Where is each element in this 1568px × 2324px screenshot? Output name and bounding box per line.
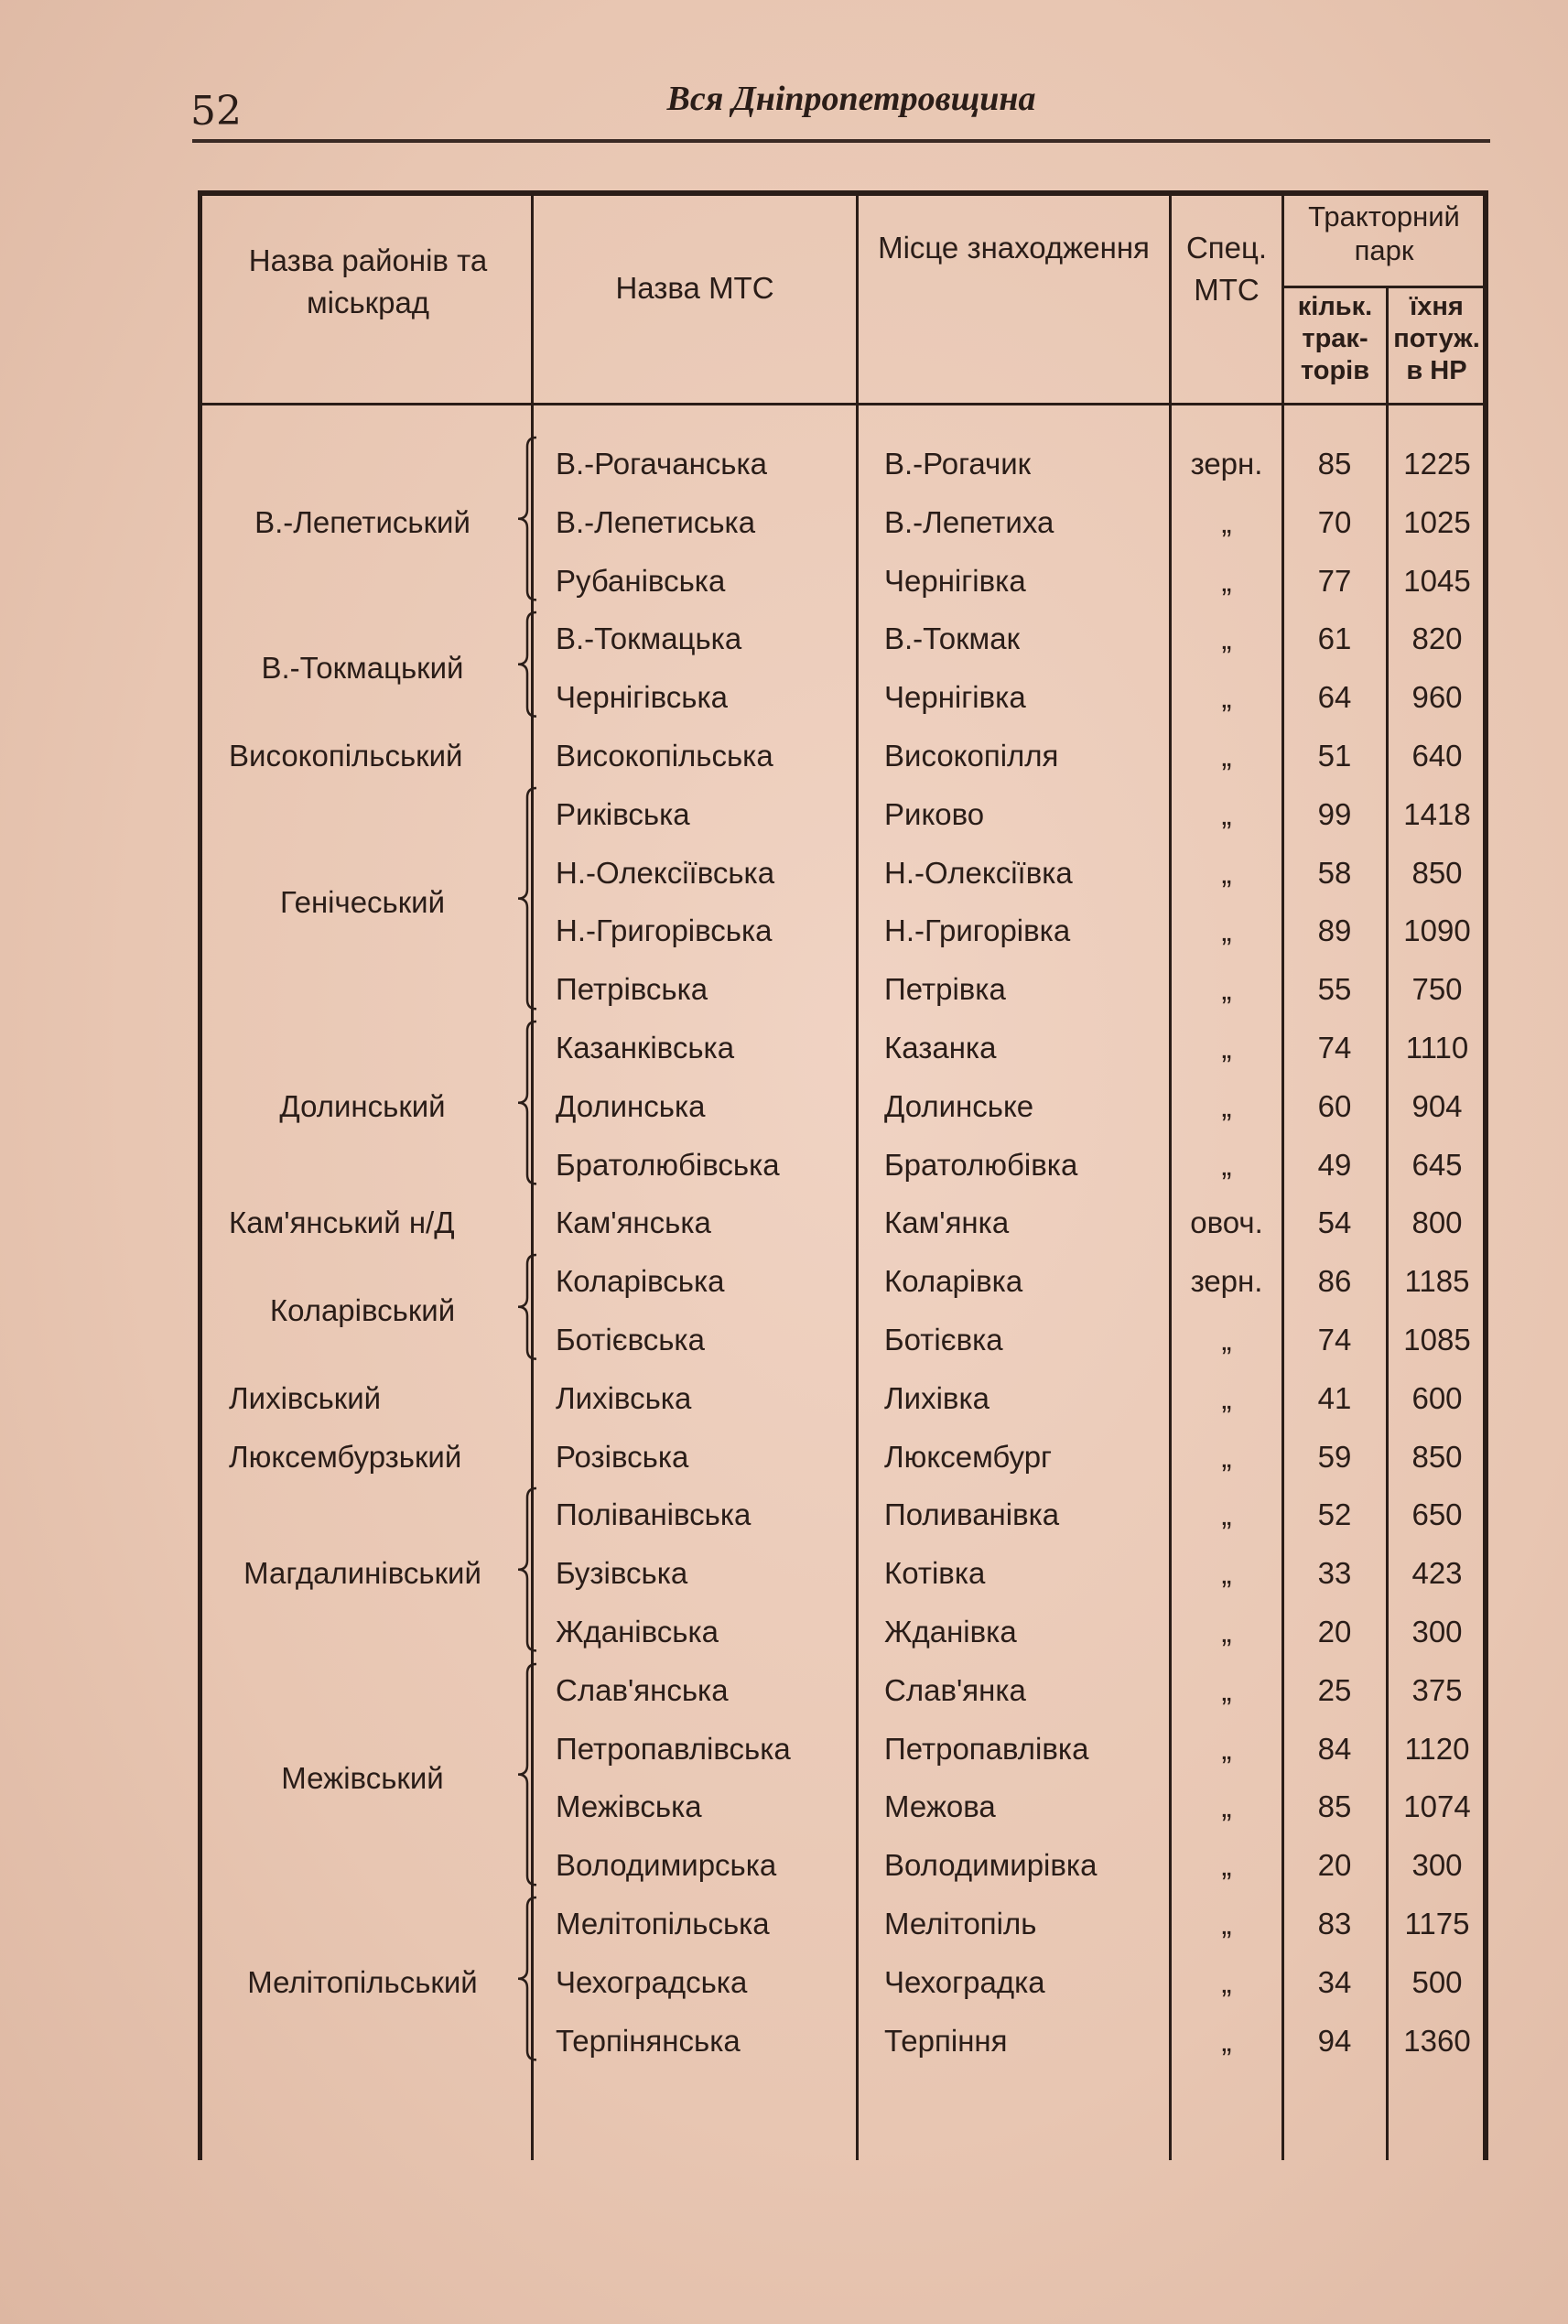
spec-cell: „: [1221, 1031, 1232, 1065]
tractors-count-cell: 25: [1317, 1672, 1352, 1707]
spec-cell: „: [1221, 855, 1232, 890]
header-rule: [192, 139, 1490, 143]
spec-cell: зерн.: [1190, 447, 1263, 481]
power-cell: 1025: [1403, 504, 1471, 539]
power-cell: 300: [1411, 1615, 1463, 1648]
mts-name-cell: Казанківська: [556, 1031, 735, 1065]
place-cell: Чернігівка: [884, 563, 1026, 598]
spec-cell: „: [1221, 1672, 1232, 1707]
place-cell: Мелітопіль: [884, 1907, 1037, 1940]
mts-name-cell: Н.-Григорівська: [556, 913, 773, 948]
mts-name-cell: Чехоградська: [556, 1964, 748, 1999]
grouping-brace: [514, 611, 540, 719]
mts-name-cell: Терпінянська: [556, 2023, 741, 2058]
place-cell: Терпіння: [884, 2023, 1008, 2058]
power-cell: 1360: [1403, 2023, 1471, 2058]
tractors-count-cell: 20: [1317, 1848, 1352, 1883]
mts-name-cell: Слав'янська: [556, 1672, 729, 1707]
place-cell: Н.-Олексіївка: [884, 855, 1073, 890]
mts-name-cell: Риківська: [556, 796, 690, 831]
place-cell: В.-Рогачик: [884, 447, 1032, 481]
mts-name-cell: Високопільська: [556, 739, 773, 773]
header-power: їхня потуж. в НР: [1393, 292, 1480, 385]
power-cell: 640: [1411, 739, 1463, 773]
tractors-count-cell: 34: [1317, 1964, 1352, 1999]
spec-cell: „: [1221, 1848, 1232, 1883]
spec-cell: „: [1221, 1497, 1232, 1532]
place-cell: Жданівка: [884, 1615, 1017, 1648]
mts-name-cell: Чернігівська: [556, 680, 728, 715]
place-cell: Котівка: [884, 1556, 986, 1591]
column-divider: [1386, 288, 1389, 2160]
place-cell: В.-Токмак: [884, 622, 1021, 656]
tractors-count-cell: 52: [1317, 1497, 1352, 1532]
place-cell: Лихівка: [884, 1380, 989, 1415]
spec-cell: „: [1221, 1323, 1232, 1357]
header-mts: Назва МТС: [615, 271, 774, 305]
tractors-count-cell: 54: [1317, 1205, 1352, 1240]
power-cell: 600: [1411, 1380, 1463, 1415]
tractors-count-cell: 20: [1317, 1615, 1352, 1648]
header-place: Місце знаходження: [878, 231, 1150, 265]
place-cell: Казанка: [884, 1031, 997, 1065]
header-district: Назва районів та міськрад: [248, 243, 488, 320]
mts-name-cell: Коларівська: [556, 1264, 725, 1299]
spec-cell: „: [1221, 1907, 1232, 1940]
tractors-count-cell: 58: [1317, 855, 1352, 890]
spec-cell: „: [1221, 563, 1232, 598]
place-cell: Кам'янка: [884, 1205, 1010, 1240]
power-cell: 300: [1411, 1848, 1463, 1883]
district-name-cell: Генічеський: [279, 884, 446, 919]
power-cell: 1074: [1403, 1789, 1471, 1824]
place-cell: Поливанівка: [884, 1497, 1060, 1532]
district-name-cell: Мелітопільський: [247, 1964, 478, 1999]
place-cell: Риково: [884, 796, 985, 831]
mts-name-cell: Рубанівська: [556, 563, 726, 598]
tractors-count-cell: 74: [1317, 1323, 1352, 1357]
mts-name-cell: В.-Токмацька: [556, 622, 742, 656]
mts-name-cell: Розівська: [556, 1439, 689, 1474]
grouping-brace: [514, 1253, 540, 1361]
column-divider: [1281, 190, 1284, 2160]
place-cell: Н.-Григорівка: [884, 913, 1071, 948]
table-frame: [198, 190, 1488, 2160]
power-cell: 1225: [1403, 447, 1471, 481]
power-cell: 800: [1411, 1205, 1463, 1240]
place-cell: Слав'янка: [884, 1672, 1026, 1707]
tractors-count-cell: 51: [1317, 739, 1352, 773]
district-name-cell: Коларівський: [269, 1293, 456, 1328]
spec-cell: „: [1221, 680, 1232, 715]
mts-name-cell: Братолюбівська: [556, 1147, 780, 1182]
grouping-brace: [514, 1662, 540, 1886]
power-cell: 850: [1411, 855, 1463, 890]
grouping-brace: [514, 1486, 540, 1652]
place-cell: Коларівка: [884, 1264, 1023, 1299]
tractors-count-cell: 59: [1317, 1439, 1352, 1474]
spec-cell: зерн.: [1190, 1264, 1263, 1299]
mts-name-cell: Ботієвська: [556, 1323, 705, 1357]
district-name-cell: В.-Лепетиський: [254, 504, 470, 539]
power-cell: 960: [1411, 680, 1463, 715]
tractors-count-cell: 85: [1317, 447, 1352, 481]
power-cell: 1045: [1403, 563, 1471, 598]
mts-name-cell: В.-Лепетиська: [556, 504, 756, 539]
header-tractor-park: Тракторний парк: [1308, 200, 1460, 267]
power-cell: 1090: [1403, 913, 1471, 948]
mts-name-cell: Петрівська: [556, 972, 708, 1007]
district-name-cell: Долинський: [279, 1088, 446, 1123]
tractors-count-cell: 83: [1317, 1907, 1352, 1940]
spec-cell: „: [1221, 1964, 1232, 1999]
spec-cell: „: [1221, 1731, 1232, 1766]
power-cell: 500: [1411, 1964, 1463, 1999]
power-cell: 1185: [1404, 1264, 1470, 1299]
tractors-count-cell: 70: [1317, 504, 1352, 539]
power-cell: 904: [1411, 1088, 1463, 1123]
place-cell: Ботієвка: [884, 1323, 1003, 1357]
spec-cell: „: [1221, 1789, 1232, 1824]
spec-cell: „: [1221, 913, 1232, 948]
tractors-count-cell: 55: [1317, 972, 1352, 1007]
spec-cell: „: [1221, 1439, 1232, 1474]
spec-cell: „: [1221, 2023, 1232, 2058]
header-spec: Спец. МТС: [1185, 231, 1268, 308]
mts-name-cell: Жданівська: [556, 1615, 719, 1648]
place-cell: Люксембург: [884, 1439, 1053, 1474]
spec-cell: „: [1221, 1380, 1232, 1415]
place-cell: Петропавлівка: [884, 1731, 1089, 1766]
tractors-count-cell: 85: [1317, 1789, 1352, 1824]
tractors-count-cell: 84: [1317, 1731, 1352, 1766]
tractors-count-cell: 61: [1317, 622, 1352, 656]
header-bottom-rule: [202, 403, 1484, 405]
spec-cell: „: [1221, 1615, 1232, 1648]
place-cell: В.-Лепетиха: [884, 504, 1054, 539]
tractors-count-cell: 64: [1317, 680, 1352, 715]
mts-name-cell: Кам'янська: [556, 1205, 711, 1240]
spec-cell: „: [1221, 1088, 1232, 1123]
district-name-cell: Лихівський: [229, 1380, 382, 1415]
grouping-brace: [514, 436, 540, 601]
power-cell: 1120: [1404, 1731, 1470, 1766]
district-name-cell: В.-Токмацький: [261, 651, 464, 686]
place-cell: Петрівка: [884, 972, 1006, 1007]
place-cell: Чернігівка: [884, 680, 1026, 715]
power-cell: 650: [1411, 1497, 1463, 1532]
place-cell: Братолюбівка: [884, 1147, 1078, 1182]
spec-cell: „: [1221, 504, 1232, 539]
spec-cell: „: [1221, 796, 1232, 831]
power-cell: 1418: [1403, 796, 1471, 831]
power-cell: 1110: [1405, 1031, 1469, 1065]
grouping-brace: [514, 786, 540, 1011]
power-cell: 850: [1411, 1439, 1463, 1474]
tractors-count-cell: 60: [1317, 1088, 1352, 1123]
spec-cell: „: [1221, 739, 1232, 773]
power-cell: 750: [1411, 972, 1463, 1007]
power-cell: 1175: [1404, 1907, 1470, 1940]
place-cell: Долинське: [884, 1088, 1034, 1123]
power-cell: 375: [1411, 1672, 1463, 1707]
column-divider: [856, 190, 859, 2160]
mts-name-cell: Лихівська: [556, 1380, 692, 1415]
tractors-count-cell: 89: [1317, 913, 1352, 948]
place-cell: Межова: [884, 1789, 996, 1824]
mts-name-cell: Володимирська: [556, 1848, 777, 1883]
grouping-brace: [514, 1896, 540, 2061]
district-name-cell: Люксембурзький: [229, 1439, 462, 1474]
spec-cell: овоч.: [1190, 1205, 1263, 1240]
spec-cell: „: [1221, 1147, 1232, 1182]
tractors-count-cell: 74: [1317, 1031, 1352, 1065]
district-name-cell: Межівський: [281, 1760, 444, 1795]
power-cell: 423: [1411, 1556, 1463, 1591]
place-cell: Володимирівка: [884, 1848, 1098, 1883]
mts-name-cell: Н.-Олексіївська: [556, 855, 775, 890]
district-name-cell: Високопільський: [229, 739, 463, 773]
page-number: 52: [190, 88, 242, 135]
tractors-count-cell: 49: [1317, 1147, 1352, 1182]
mts-name-cell: Петропавлівська: [556, 1731, 791, 1766]
district-name-cell: Магдалинівський: [243, 1556, 481, 1591]
tractors-count-cell: 94: [1317, 2023, 1352, 2058]
tractors-count-cell: 33: [1317, 1556, 1352, 1591]
spec-cell: „: [1221, 1556, 1232, 1591]
mts-name-cell: Бузівська: [556, 1556, 688, 1591]
place-cell: Чехоградка: [884, 1964, 1045, 1999]
running-title: Вся Дніпропетровщина: [666, 80, 1036, 118]
place-cell: Високопілля: [884, 739, 1059, 773]
spec-cell: „: [1221, 622, 1232, 656]
tractors-count-cell: 99: [1317, 796, 1352, 831]
mts-name-cell: Поліванівська: [556, 1497, 752, 1532]
tractors-count-cell: 41: [1317, 1380, 1352, 1415]
power-cell: 820: [1411, 622, 1463, 656]
tractors-count-cell: 77: [1317, 563, 1352, 598]
mts-name-cell: Мелітопільська: [556, 1907, 770, 1940]
tractors-count-cell: 86: [1317, 1264, 1352, 1299]
subheader-rule: [1281, 286, 1485, 288]
column-divider: [1169, 190, 1172, 2160]
mts-name-cell: Долинська: [556, 1088, 706, 1123]
spec-cell: „: [1221, 972, 1232, 1007]
mts-name-cell: Межівська: [556, 1789, 702, 1824]
power-cell: 645: [1411, 1147, 1463, 1182]
mts-name-cell: В.-Рогачанська: [556, 447, 767, 481]
power-cell: 1085: [1403, 1323, 1471, 1357]
district-name-cell: Кам'янський н/Д: [229, 1205, 455, 1240]
grouping-brace: [514, 1020, 540, 1185]
header-tractors-count: кільк. трак-торів: [1297, 292, 1373, 385]
